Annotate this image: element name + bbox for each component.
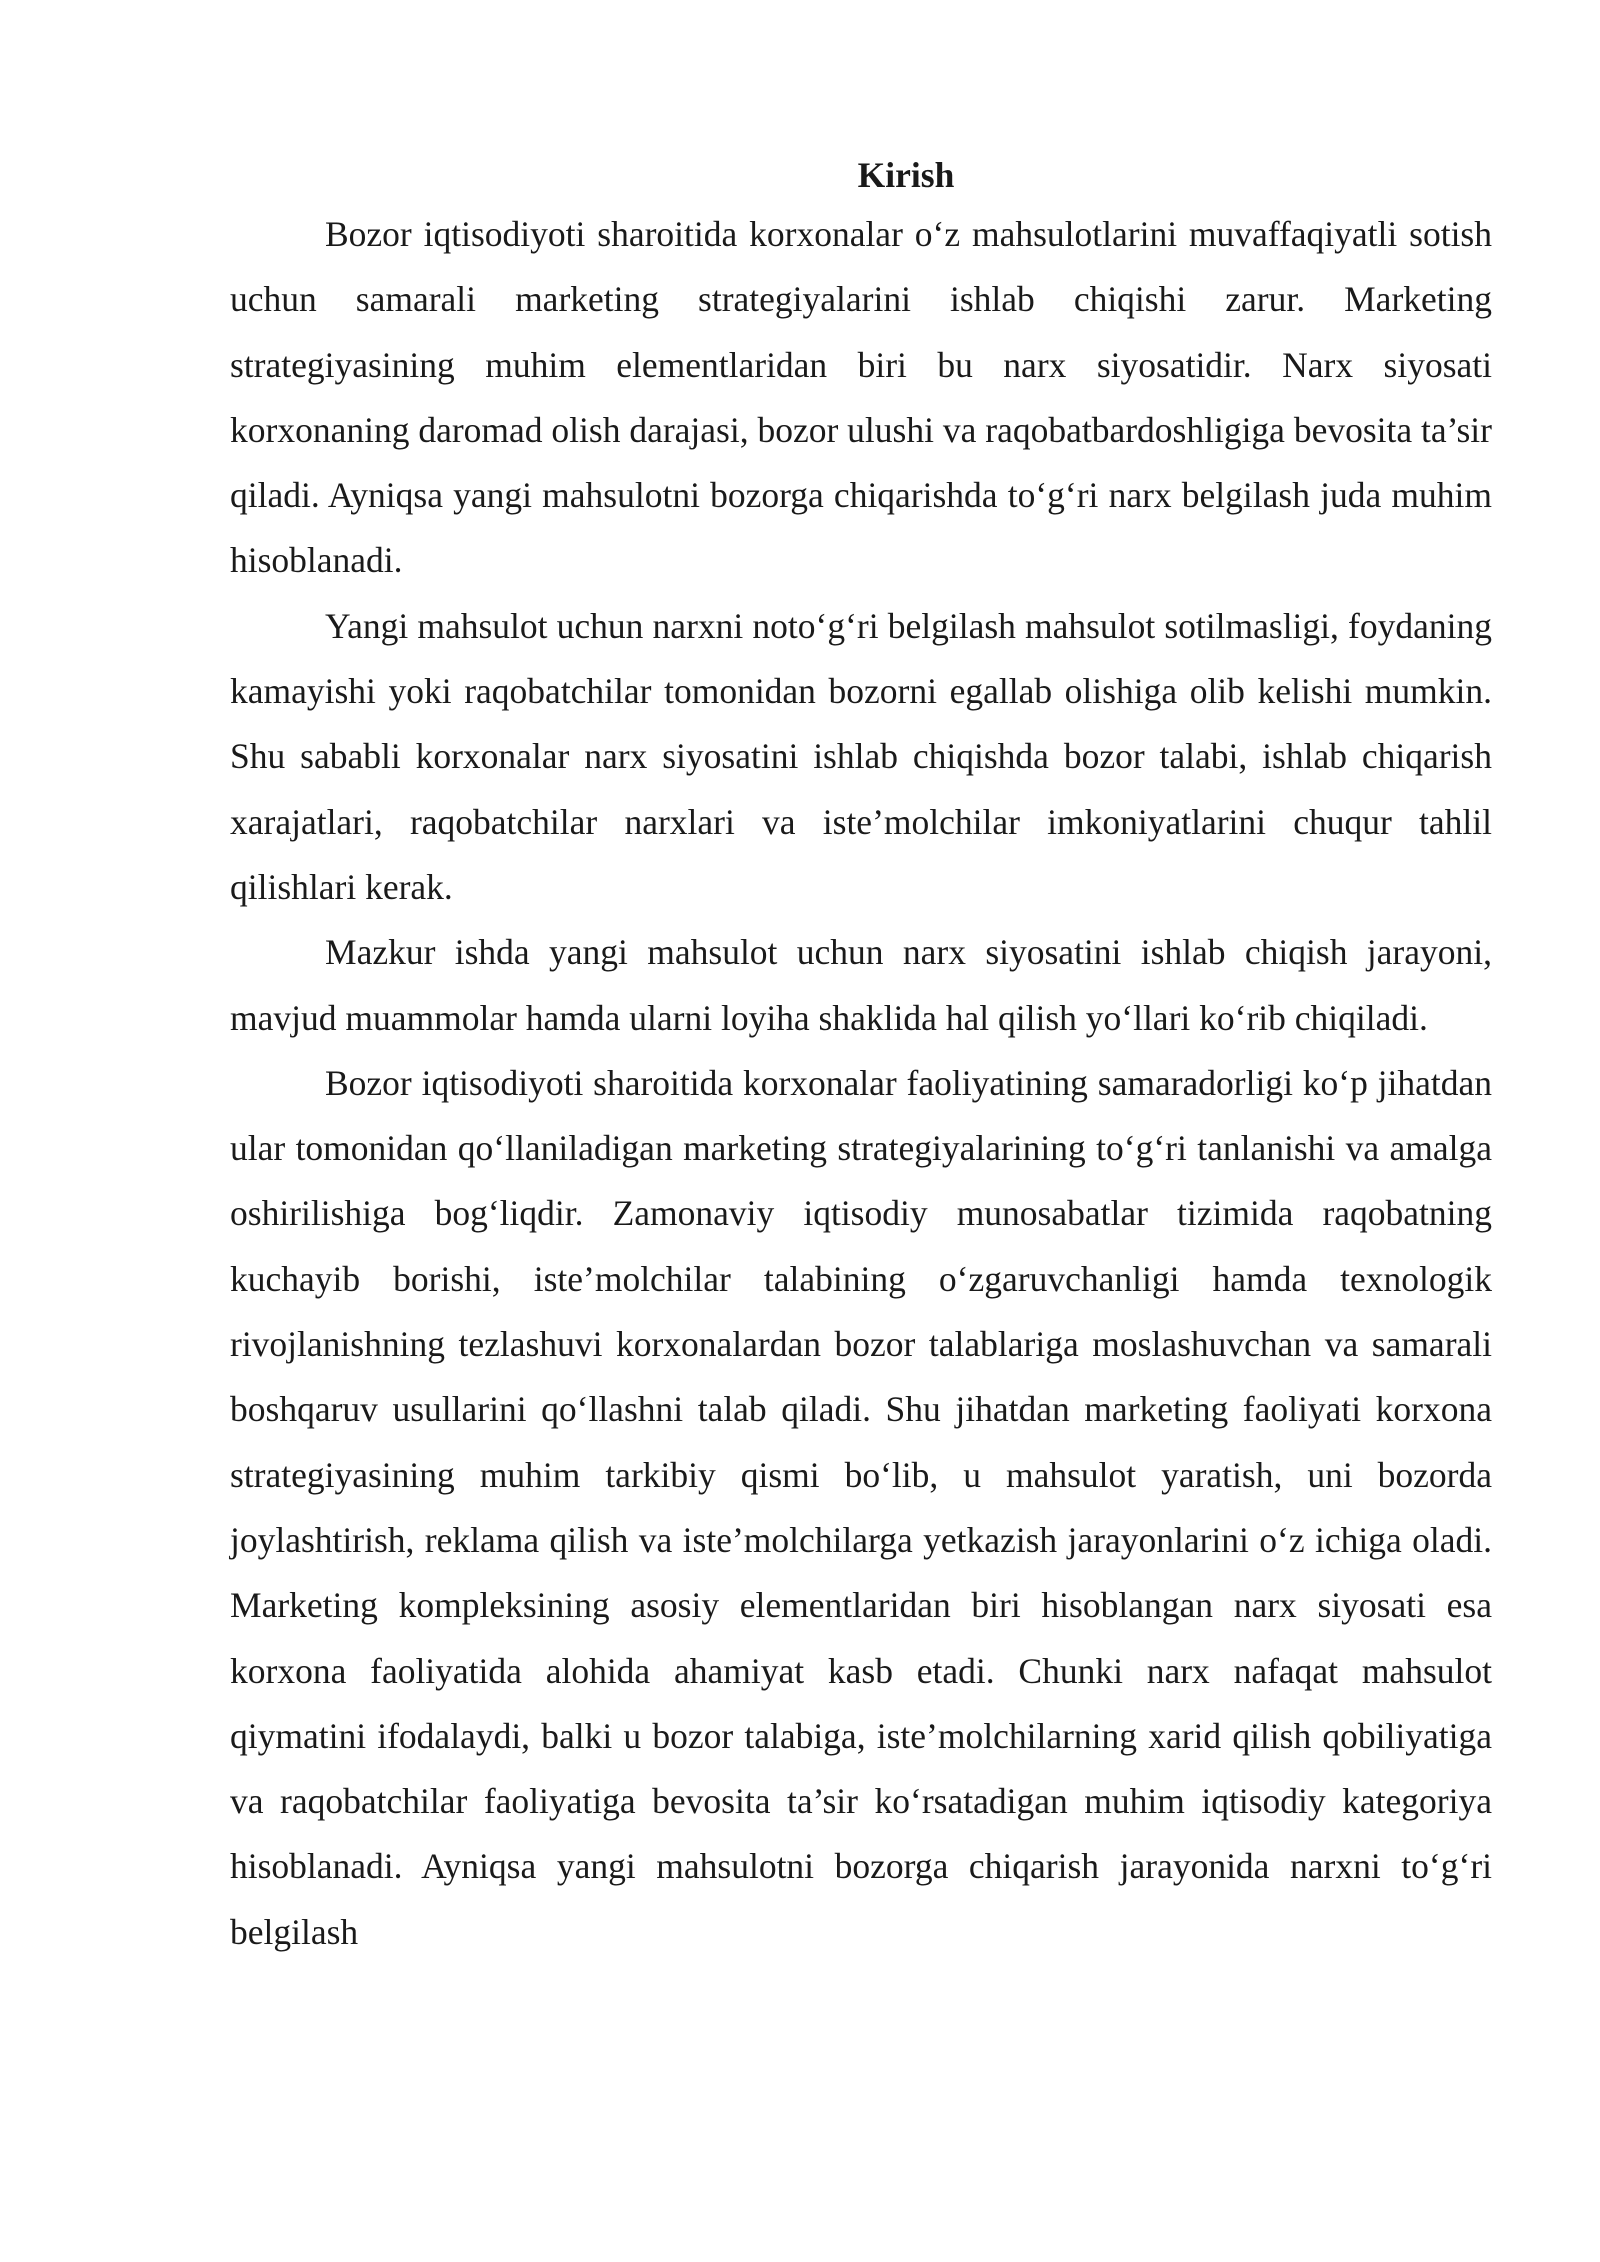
paragraph-2: Yangi mahsulot uchun narxni noto‘g‘ri belgilash mahsulot sotilmasligi, foydaning kamayishi yoki raqobatchilar tomonidan bozorni egallab olishiga olib kelishi mumkin. Shu sababli korxonalar narx siyosatini ishlab chiqishda bozor talabi, ishlab chiqarish xarajatlari, raqobatchilar narxlari va iste’molchilar imkoniyatlarini chuqur tahlil qilishlari kerak. bbox=[230, 605, 1492, 907]
paragraph-3: Mazkur ishda yangi mahsulot uchun narx siyosatini ishlab chiqish jarayoni, mavjud muammolar hamda ularni loyiha shaklida hal qilish yo‘llari ko‘rib chiqiladi. bbox=[230, 932, 1492, 1038]
paragraph-1: Bozor iqtisodiyoti sharoitida korxonalar o‘z mahsulotlarini muvaffaqiyatli sotish uchun samarali marketing strategiyalarini ishlab chiqishi zarur. Marketing strategiyasining muhim elementlaridan biri bu narx siyosatidir. Narx siyosati korxonaning daromad olish darajasi, bozor ulushi va raqobatbardoshligiga bevosita ta’sir qiladi. Ayniqsa yangi mahsulotni bozorga chiqarishda to‘g‘ri narx belgilash juda muhim hisoblanadi. bbox=[230, 214, 1492, 581]
paragraph-4: Bozor iqtisodiyoti sharoitida korxonalar faoliyatining samaradorligi ko‘p jihatdan ular tomonidan qo‘llaniladigan marketing strategiyalarining to‘g‘ri tanlanishi va amalga oshirilishiga bog‘liqdir. Zamonaviy iqtisodiy munosabatlar tizimida raqobatning kuchayib borishi, iste’molchilar talabining o‘zgaruvchanligi hamda texnologik rivojlanishning tezlashuvi korxonalardan bozor talablariga moslashuvchan va samarali boshqaruv usullarini qo‘llashni talab qiladi. Shu jihatdan marketing faoliyati korxona strategiyasining muhim tarkibiy qismi bo‘lib, u mahsulot yaratish, uni bozorda joylashtirish, reklama qilish va iste’molchilarga yetkazish jarayonlarini o‘z ichiga oladi. Marketing kompleksining asosiy elementlaridan biri hisoblangan narx siyosati esa korxona faoliyatida alohida ahamiyat kasb etadi. Chunki narx nafaqat mahsulot qiymatini ifodalaydi, balki u bozor talabiga, iste’molchilarning xarid qilish qobiliyatiga va raqobatchilar faoliyatiga bevosita ta’sir ko‘rsatadigan muhim iqtisodiy kategoriya hisoblanadi. Ayniqsa yangi mahsulotni bozorga chiqarish jarayonida narxni to‘g‘ri belgilash bbox=[230, 1062, 1492, 1952]
document-body bbox=[230, 148, 1492, 1965]
page-title: Kirish bbox=[857, 155, 955, 195]
